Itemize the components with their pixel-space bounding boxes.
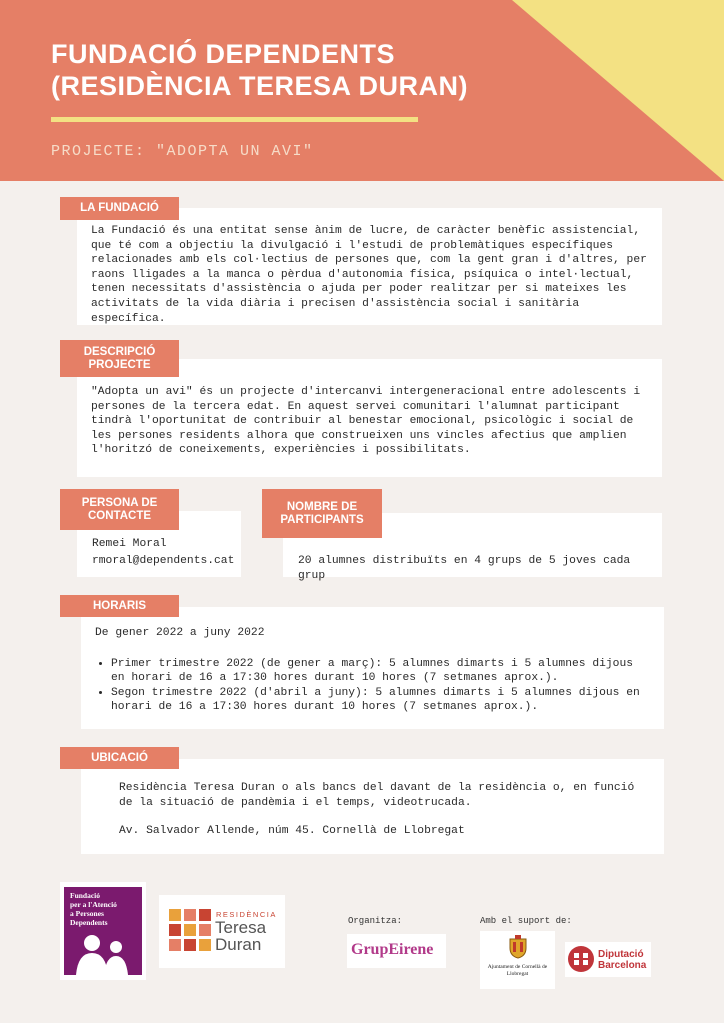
participants-label: NOMBRE DE PARTICIPANTS <box>262 489 382 538</box>
title-line-1: FUNDACIÓ DEPENDENTS <box>51 39 396 69</box>
organitza-label: Organitza: <box>348 916 403 926</box>
residencia-squares-icon <box>169 909 213 953</box>
project-subtitle: PROJECTE: "ADOPTA UN AVI" <box>51 143 314 160</box>
title-underline <box>51 117 418 122</box>
horaris-list <box>95 657 650 715</box>
fundacio-dependents-logo <box>60 882 146 980</box>
logo-fundacio-line-1: Fundació <box>70 891 101 900</box>
horaris-item-2: • Segon trimestre 2022 (d'abril a juny): 5 alumnes dimarts i 5 alumnes dijous en horari de 16 a 17:30 hores durant 10 hores (7 setmanes aprox.). <box>111 686 650 715</box>
ajuntament-text: Ajuntament de Cornellà de Llobregat <box>487 964 548 977</box>
grup-eirene-text: GrupEirene <box>351 941 434 958</box>
title-line-2: (RESIDÈNCIA TERESA DURAN) <box>51 71 469 101</box>
residencia-name-line-1: Teresa <box>215 918 267 937</box>
horaris-item-1: • Primer trimestre 2022 (de gener a març): 5 alumnes dimarts i 5 alumnes dijous en horari de 16 a 17:30 hores durant 10 hores (7 setmanes aprox.). <box>111 657 650 686</box>
page-title <box>51 38 468 102</box>
ubicacio-address: Av. Salvador Allende, núm 45. Cornellà de Llobregat <box>119 825 465 838</box>
logo-fundacio-line-3: a Persones <box>70 909 104 918</box>
ajuntament-logo <box>480 931 555 989</box>
residencia-name-line-2: Duran <box>215 935 262 954</box>
grup-eirene-logo <box>347 934 446 968</box>
residencia-small-label: RESIDÈNCIA <box>216 910 277 919</box>
header-banner <box>0 0 724 181</box>
header-yellow-triangle <box>512 0 724 181</box>
participants-text: 20 alumnes distribuïts en 4 grups de 5 joves cada grup <box>298 555 631 582</box>
contacte-label: PERSONA DE CONTACTE <box>60 489 179 530</box>
diputacio-line-1: Diputació <box>598 949 644 960</box>
horaris-card <box>81 607 664 729</box>
fundacio-card <box>77 208 662 325</box>
horaris-label: HORARIS <box>60 595 179 617</box>
diputacio-barcelona-logo <box>565 942 651 977</box>
ubicacio-label: UBICACIÓ <box>60 747 179 769</box>
ubicacio-card <box>81 759 664 854</box>
descripcio-text: "Adopta un avi" és un projecte d'intercanvi intergeneracional entre adolescents i persones de la tercera edat. En aquest servei comunitari l'alumnat participant tindrà l'oportunitat de contribuir al benestar emocional, psicològic i social de les persones residents alhora que construeixen uns vincles afectius que amplien l'horitzó de coneixements, experiències i possibilitats. <box>91 386 641 457</box>
descripcio-label: DESCRIPCIÓ PROJECTE <box>60 340 179 377</box>
diputacio-emblem-icon <box>568 946 594 972</box>
contact-name: Remei Moral <box>92 538 167 550</box>
people-silhouette-icon <box>64 925 142 975</box>
fundacio-label: LA FUNDACIÓ <box>60 197 179 220</box>
contact-email[interactable]: rmoral@dependents.cat <box>92 554 235 567</box>
logo-fundacio-line-2: per a l'Atenció <box>70 900 117 909</box>
horaris-period: De gener 2022 a juny 2022 <box>95 627 265 639</box>
diputacio-line-2: Barcelona <box>598 960 647 971</box>
residencia-teresa-duran-logo <box>159 895 285 968</box>
logo-fundacio-line-4: Dependents <box>70 918 108 927</box>
suport-label: Amb el suport de: <box>480 916 572 926</box>
coat-of-arms-icon <box>508 935 528 959</box>
fundacio-text: La Fundació és una entitat sense ànim de lucre, de caràcter benèfic assistencial, que té com a objectiu la divulgació i l'estudi de problemàtiques específiques relacionades amb els col·lectius de persones que, com la gent gran i d'altres, per raons lligades a la manca o pèrdua d'autonomia física, psíquica o intel·lectual, tenen necessitats d'assistència o ajuda per poder realitzar per si mateixes les activitats de la vida diària i precisen d'assistència social i sanitària específica. <box>91 225 647 325</box>
ubicacio-text: Residència Teresa Duran o als bancs del davant de la residència o, en funció de la situació de pandèmia i el temps, videotrucada. <box>119 782 635 809</box>
